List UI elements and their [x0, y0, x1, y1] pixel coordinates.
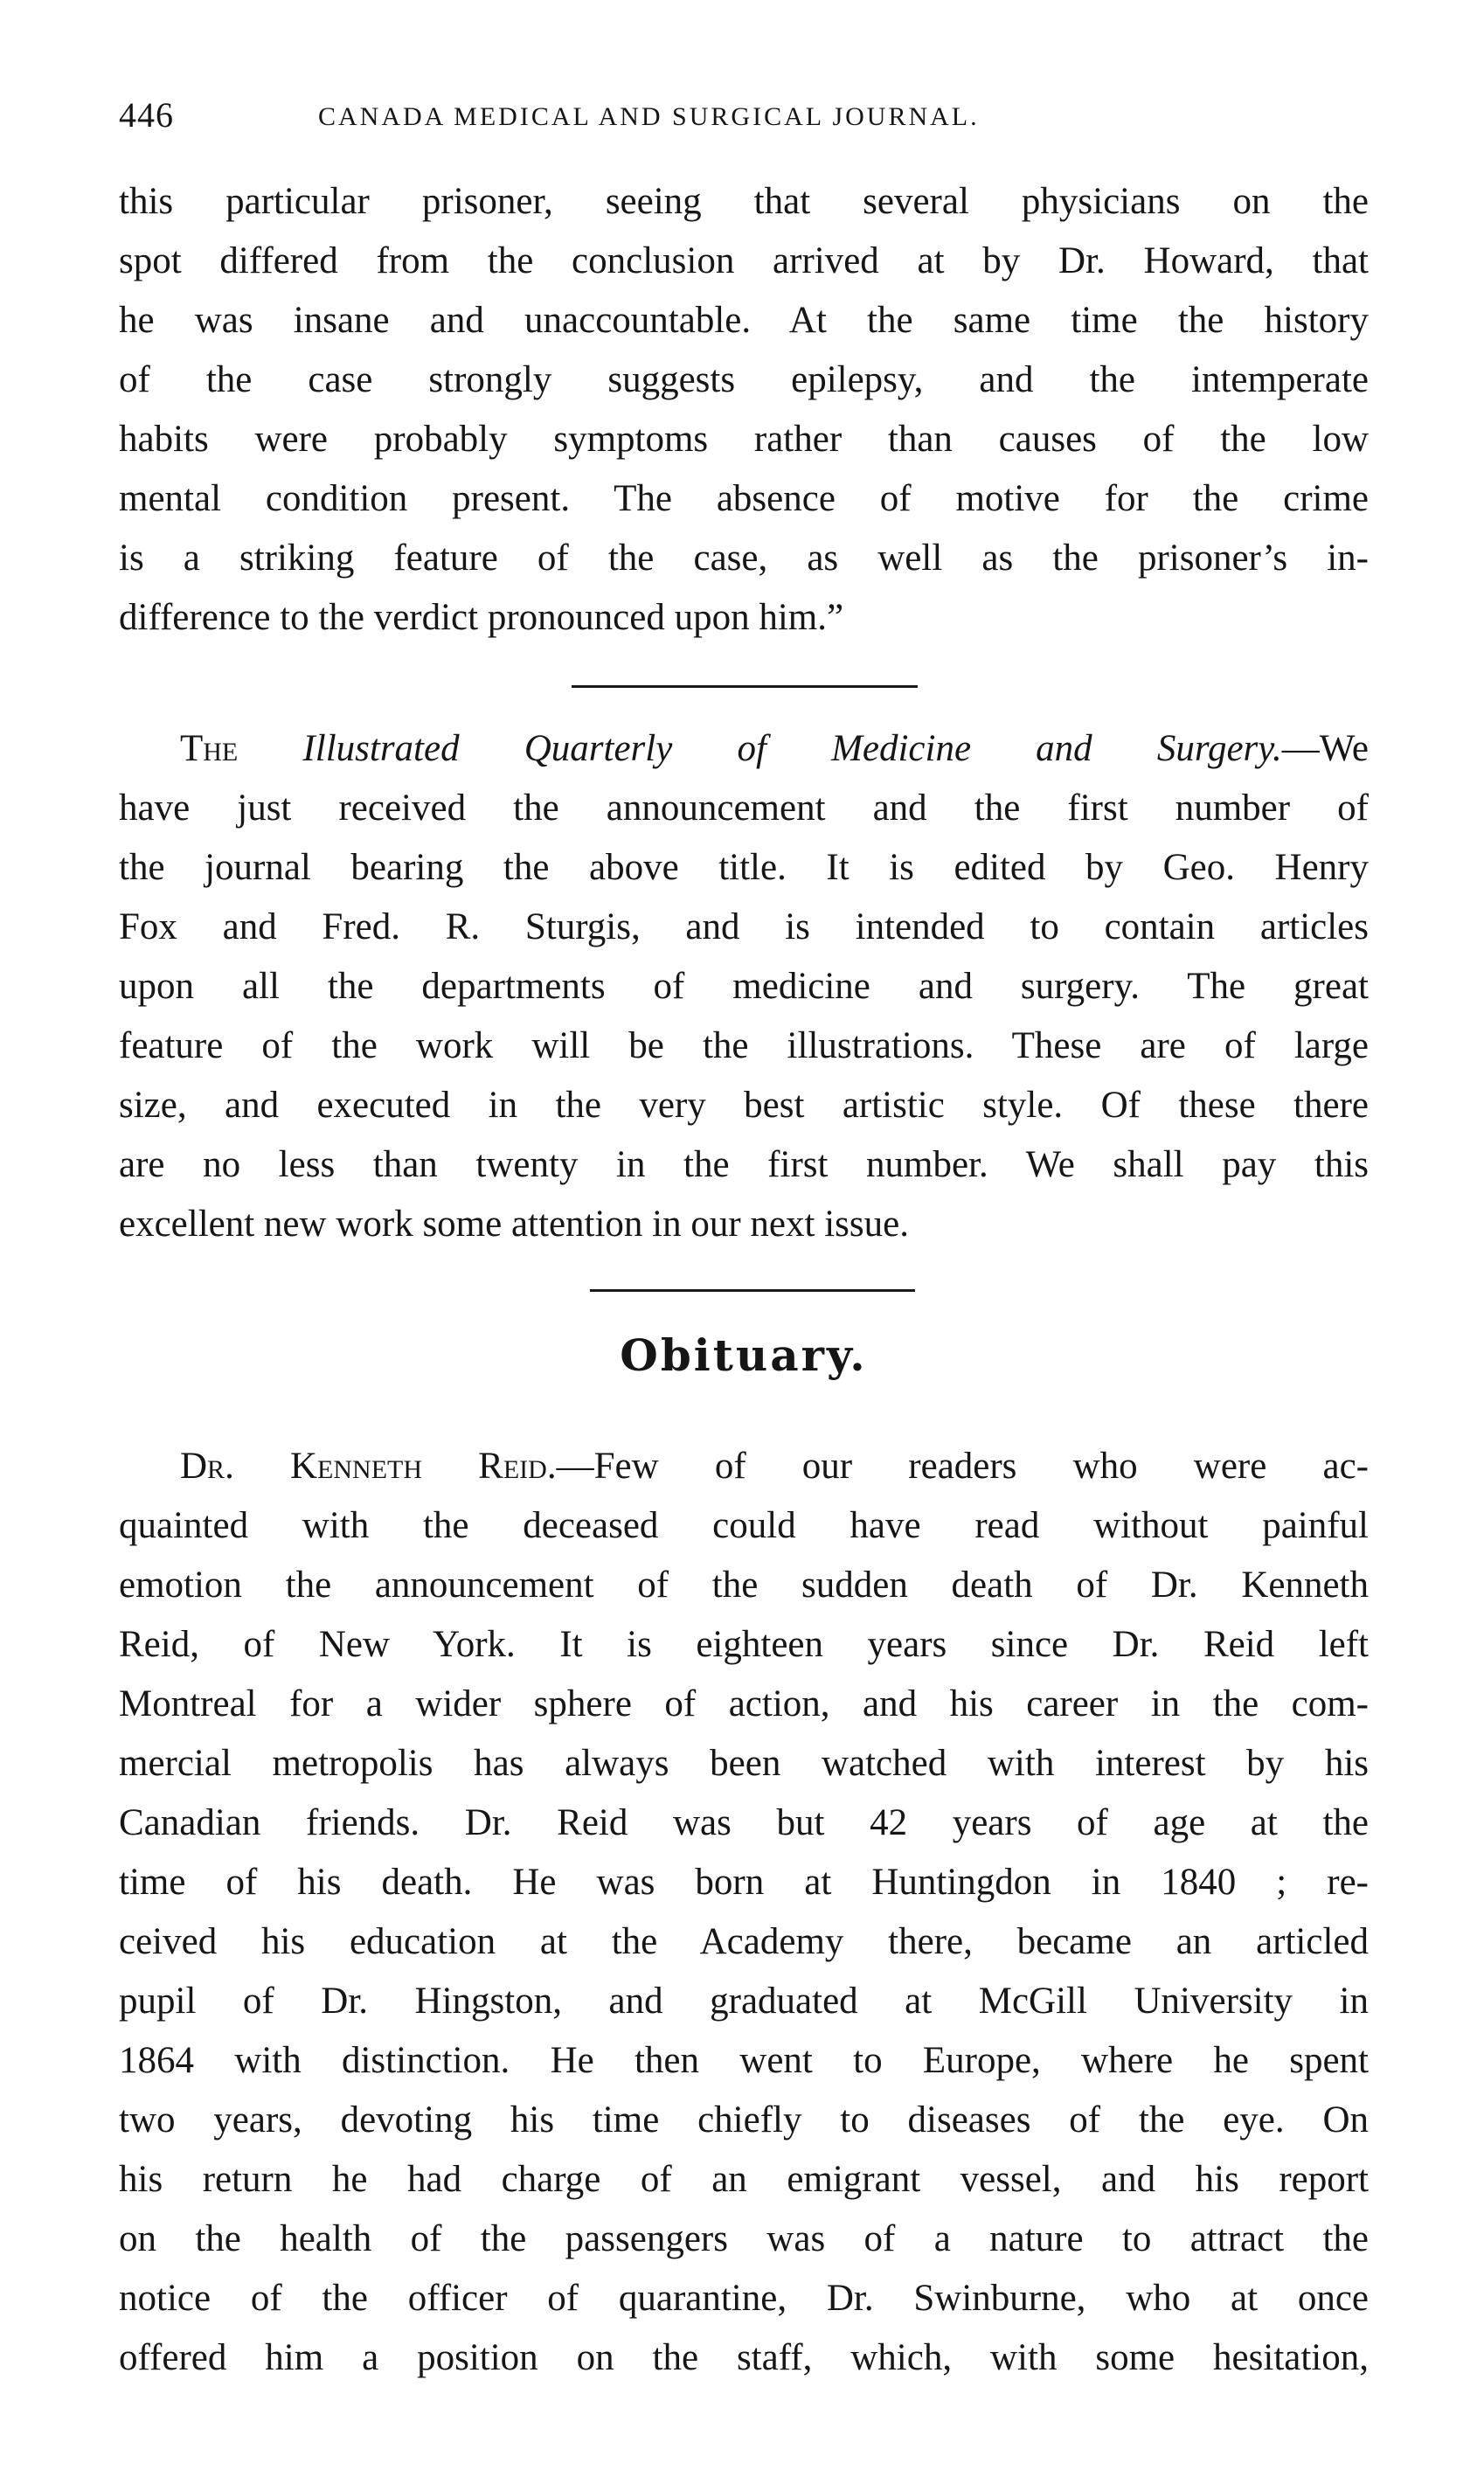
paragraph-1-line: of the case strongly suggests epilepsy, and the intemperate	[119, 359, 1369, 400]
obituary-first-line	[180, 1437, 1369, 1496]
obituary-line: notice of the officer of quarantine, Dr. Swinburne, who at once	[119, 2278, 1369, 2319]
first-line-rest: —We	[1281, 728, 1369, 769]
paragraph-1-line: spot differed from the conclusion arrived at by Dr. Howard, that	[119, 240, 1369, 281]
paragraph-2-line: excellent new work some attention in our next issue.	[119, 1204, 909, 1245]
paragraph-1-line: habits were probably symptoms rather than causes of the low	[119, 419, 1369, 460]
obituary-line: Canadian friends. Dr. Reid was but 42 years of age at the	[119, 1802, 1369, 1843]
paragraph-2-first-line	[180, 719, 1369, 779]
obituary-line: two years, devoting his time chiefly to diseases of the eye. On	[119, 2099, 1369, 2140]
obituary-subject-name: Dr. Kenneth Reid.	[180, 1446, 557, 1487]
obituary-line: Montreal for a wider sphere of action, and his career in the com-	[119, 1683, 1369, 1724]
obituary-heading: Obituary.	[620, 1329, 868, 1381]
journal-title: CANADA MEDICAL AND SURGICAL JOURNAL.	[318, 102, 980, 131]
paragraph-2-line: upon all the departments of medicine and surgery. The great	[119, 966, 1369, 1007]
paragraph-1-line: mental condition present. The absence of motive for the crime	[119, 478, 1369, 519]
paragraph-1-line: is a striking feature of the case, as well as the prisoner’s in-	[119, 538, 1369, 579]
obituary-line: on the health of the passengers was of a nature to attract the	[119, 2218, 1369, 2259]
obituary-line: time of his death. He was born at Huntingdon in 1840 ; re-	[119, 1862, 1369, 1903]
publication-title: Illustrated Quarterly of Medicine and Surgery.	[302, 728, 1282, 769]
obituary-line: quainted with the deceased could have read without painful	[119, 1505, 1369, 1546]
obituary-line: mercial metropolis has always been watched with interest by his	[119, 1743, 1369, 1784]
section-divider	[590, 1289, 915, 1292]
paragraph-2-line: feature of the work will be the illustrations. These are of large	[119, 1025, 1369, 1066]
paragraph-2-line: size, and executed in the very best artistic style. Of these there	[119, 1085, 1369, 1126]
paragraph-1-line: this particular prisoner, seeing that several physicians on the	[119, 181, 1369, 222]
paragraph-2-line: the journal bearing the above title. It is edited by Geo. Henry	[119, 847, 1369, 888]
paragraph-1-line: he was insane and unaccountable. At the same time the history	[119, 300, 1369, 341]
obituary-line: emotion the announcement of the sudden death of Dr. Kenneth	[119, 1565, 1369, 1606]
obituary-line: offered him a position on the staff, which, with some hesitation,	[119, 2337, 1369, 2378]
paragraph-2-line: have just received the announcement and the first number of	[119, 788, 1369, 829]
obituary-line: Reid, of New York. It is eighteen years since Dr. Reid left	[119, 1624, 1369, 1665]
lead-word: The	[180, 728, 239, 769]
paragraph-2-line: Fox and Fred. R. Sturgis, and is intended to contain articles	[119, 906, 1369, 947]
obituary-line: ceived his education at the Academy there, became an articled	[119, 1921, 1369, 1962]
paragraph-2-line: are no less than twenty in the first number. We shall pay this	[119, 1144, 1369, 1185]
first-line-rest: —Few of our readers who were ac-	[556, 1446, 1369, 1487]
page-number: 446	[119, 95, 174, 135]
obituary-line: 1864 with distinction. He then went to Europe, where he spent	[119, 2040, 1369, 2081]
obituary-line: his return he had charge of an emigrant vessel, and his report	[119, 2159, 1369, 2200]
section-divider	[572, 685, 918, 688]
obituary-line: pupil of Dr. Hingston, and graduated at McGill University in	[119, 1981, 1369, 2022]
paragraph-1-line: difference to the verdict pronounced upon him.”	[119, 597, 844, 638]
running-head	[119, 89, 1369, 142]
